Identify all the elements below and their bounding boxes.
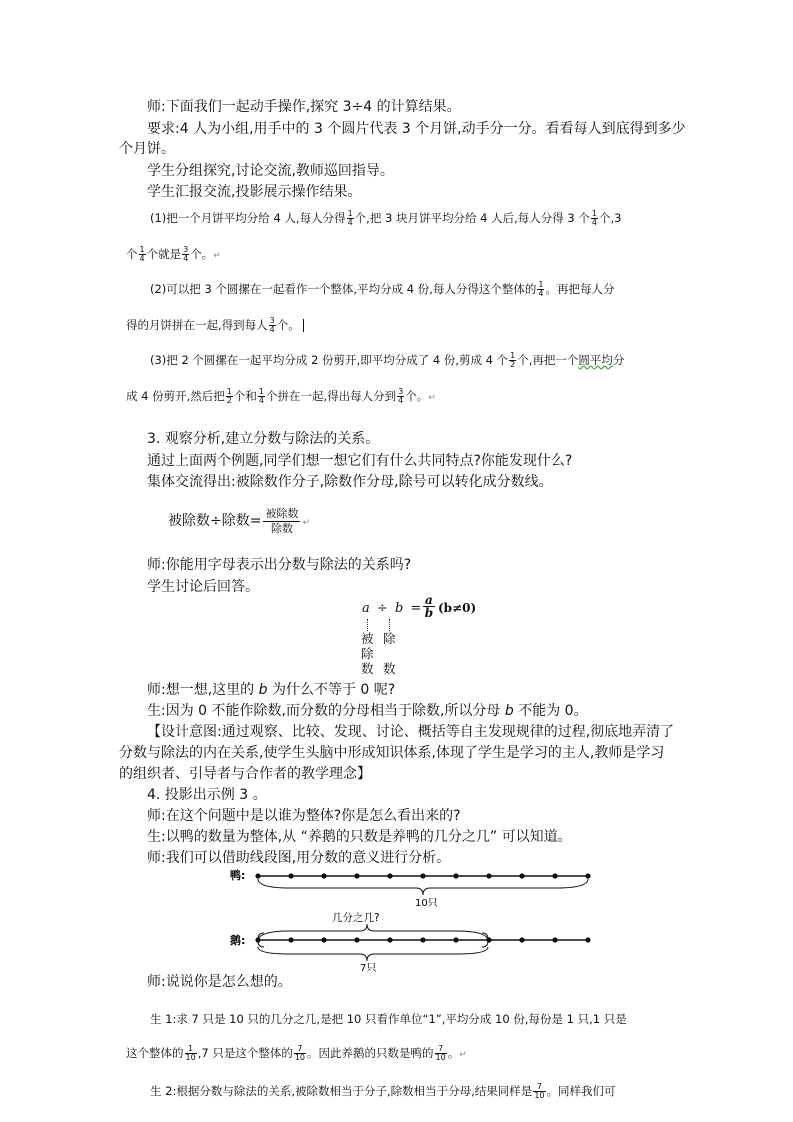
section-4-teacher: 师:我们可以借助线段图,用分数的意义进行分析。 [147,850,451,866]
segment-dot [420,873,425,878]
segment-dot [255,873,260,878]
section-4-heading: 4. 投影出示例 3 。 [147,787,267,803]
student-1-line-2: 这个整体的 $\frac{1}{10}$ ,7 只是这个整体的 $\frac{7}{10}$ 。因此养鹅的只数是鸭的 $\frac{7}{10}$ 。↵ [126,1044,467,1062]
fraction-three-quarters: $\frac{3}{4}$ [269,316,275,334]
goose-label: 鹅: [230,934,246,947]
section-4-question: 师:在这个问题中是以谁为整体?你是怎么看出来的? [147,808,461,824]
segment-dot [288,873,293,878]
student-1-line-1: 生 1:求 7 只是 10 只的几分之几,是把 10 只看作单位“1”,平均分成 10 份,每份是 1 只,1 只是 [150,1012,627,1026]
pointer-line [367,619,368,631]
formula-fraction: a b [424,593,434,620]
return-mark: ↵ [302,518,311,528]
formula-condition: (b≠0) [438,601,477,615]
fraction-one-quarter: $\frac{1}{4}$ [347,209,353,227]
return-mark: ↵ [459,1050,467,1060]
segment-dot [453,873,458,878]
fraction-one-quarter: $\frac{1}{4}$ [139,245,145,263]
text-cursor [303,319,304,332]
fraction-one-half: $\frac{1}{2}$ [226,387,232,405]
word-formula: 被除数÷除数= 被除数 除数 ↵ [168,506,311,535]
requirement-line-cont: 个月饼。 [119,141,175,157]
teacher-letter-question: 师:你能用字母表示出分数与除法的关系吗? [147,557,412,573]
question-label: 几分之几? [332,912,380,924]
fraction-one-tenth: $\frac{1}{10}$ [185,1044,196,1062]
segment-dot [354,873,359,878]
formula-b: b [394,601,404,616]
segment-dot [387,873,392,878]
segment-dot [519,937,524,942]
section-3-question: 通过上面两个例题,同学们想一想它们有什么共同特点?你能发现什么? [147,453,573,469]
method-3-line-2: 成 4 份剪开,然后把 $\frac{1}{2}$ 个和 $\frac{1}{4}$ 个拼在一起,得出每人分到 $\frac{3}{4}$ 个。↵ [126,387,436,405]
teacher-explain-prompt: 师:说说你是怎么想的。 [147,974,292,990]
goose-brace [258,947,488,961]
fraction-one-quarter: $\frac{1}{4}$ [538,280,544,298]
method-1-line-2: 个 $\frac{1}{4}$ 个就是 $\frac{3}{4}$ 个。↵ [126,245,221,263]
segment-dot [552,937,557,942]
fraction-one-half: $\frac{1}{2}$ [510,351,516,369]
segment-dot [321,873,326,878]
method-2-line-1: (2)可以把 3 个圆摞在一起看作一个整体,平均分成 4 份,每人分得这个整体的 $\frac{1}{4}$ 。再把每人分 [150,280,615,298]
return-mark: ↵ [428,393,436,403]
fraction-one-quarter: $\frac{1}{4}$ [591,209,597,227]
goose-total-label: 7只 [360,963,377,972]
segment-dot [552,873,557,878]
method-2-line-2: 得的月饼拼在一起,得到每人 $\frac{3}{4}$ 个。 [126,317,304,334]
label-dividend: 被 除 数 [361,631,374,676]
return-mark: ↵ [213,251,221,261]
student-discuss-line: 学生讨论后回答。 [147,579,259,595]
design-intent-line-2: 分数与除法的内在关系,使学生头脑中形成知识体系,体现了学生是学习的主人,教师是学习 [119,745,665,761]
segment-dot [486,873,491,878]
formula-a: a [362,601,370,616]
student-answer-line: 生:因为 0 不能作除数,而分数的分母相当于除数,所以分母 b 不能为 0。 [147,703,588,719]
duck-total-label: 10只 [415,898,438,909]
design-intent-line-1: 【设计意图:通过观察、比较、发现、讨论、概括等自主发现规律的过程,彻底地弄清了 [147,724,675,740]
duck-brace [258,879,588,895]
method-3-line-1: (3)把 2 个圆摞在一起平均分成 2 份剪开,即平均分成了 4 份,剪成 4 个 $\frac{1}{2}$ 个,再把一个圆平均分 [150,351,625,369]
segment-dot [486,937,491,942]
student-report-line: 学生汇报交流,投影展示操作结果。 [147,184,362,200]
letter-formula: a ÷ b = a b (b≠0) 被 除 数 除 数 [361,593,477,676]
segment-dot [453,937,458,942]
segment-dot [585,873,590,878]
section-4-answer: 生:以鸭的数量为整体,从 “养鹅的只数是养鸭的几分之几” 可以知道。 [147,829,572,845]
fraction-three-quarters: $\frac{3}{4}$ [398,387,404,405]
teacher-why-line: 师:想一想,这里的 b 为什么不等于 0 呢? [147,682,396,698]
fraction-one-quarter: $\frac{1}{4}$ [258,387,264,405]
method-1-line-1: (1)把一个月饼平均分给 4 人,每人分得 $\frac{1}{4}$ 个,把 3 块月饼平均分给 4 人后,每人分得 3 个 $\frac{1}{4}$ 个,3 [150,209,622,227]
student-explore-line: 学生分组探究,讨论交流,教师巡回指导。 [147,163,394,179]
section-3-heading: 3. 观察分析,建立分数与除法的关系。 [147,431,380,447]
duck-label: 鸭: [230,869,246,882]
segment-dot [354,937,359,942]
fraction-seven-tenths: $\frac{7}{10}$ [534,1082,545,1100]
segment-dot [387,937,392,942]
line-segment-diagram [220,862,610,972]
design-intent-line-3: 的组织者、引导者与合作者的教学理念】 [119,766,371,782]
fraction-seven-tenths: $\frac{7}{10}$ [294,1044,306,1062]
fraction-seven-tenths: $\frac{7}{10}$ [435,1044,446,1062]
segment-dot [321,937,326,942]
requirement-line: 要求:4 人为小组,用手中的 3 个圆片代表 3 个月饼,动手分一分。看看每人到底得到多少 [147,121,686,137]
word-fraction: 被除数 除数 [265,506,299,535]
segment-dot [519,873,524,878]
teacher-intro-line: 师:下面我们一起动手操作,探究 3÷4 的计算结果。 [147,99,461,115]
student-2-line-1: 生 2:根据分数与除法的关系,被除数相当于分子,除数相当于分母,结果同样是 $\frac{7}{10}$ 。同样我们可 [150,1082,616,1100]
segment-dot [585,937,590,942]
segment-dot [288,937,293,942]
segment-dot [420,937,425,942]
label-divisor: 除 数 [383,631,396,676]
section-3-conclusion: 集体交流得出:被除数作分子,除数作分母,除号可以转化成分数线。 [147,474,553,490]
pointer-line [389,619,390,631]
fraction-three-quarters: $\frac{3}{4}$ [183,245,189,263]
